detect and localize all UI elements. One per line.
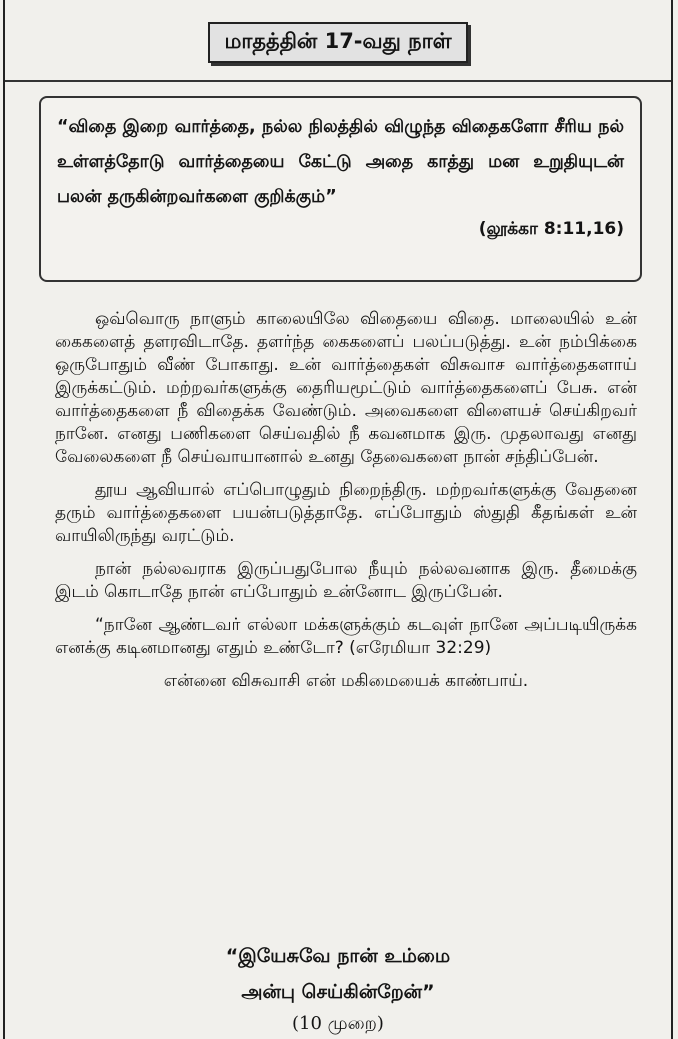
verse-text: “விதை இறை வார்த்தை, நல்ல நிலத்தில் விழுந்த விதைகளோ சீரிய நல் உள்ளத்தோடு வார்த்தையை கேட்டு அதை காத்து மன உறுதியுடன் பலன் தருகின்றவர்களை குறிக்கும்” — [57, 117, 624, 207]
paragraph-1: ஒவ்வொரு நாளும் காலையிலே விதையை விதை. மாலையில் உன் கைகளைத் தளரவிடாதே. தளர்ந்த கைகளைப் பலப்படுத்து. உன் நம்பிக்கை ஒருபோதும் வீண் போகாது. உன் வார்த்தைகள் விசுவாச வார்த்தைகளாய் இருக்கட்டும். மற்றவர்களுக்கு தைரியமூட்டும் வார்த்தைகளைப் பேசு. என் வார்த்தைகளை நீ விதைக்க வேண்டும். அவைகளை விளையச் செய்கிறவர் நானே. எனது பணிகளை செய்வதில் நீ கவனமாக இரு. முதலாவது எனது வேலைகளை நீ செய்வாயானால் உனது தேவைகளை நான் சந்திப்பேன். — [55, 309, 637, 467]
prayer-line-2: அன்பு செய்கின்றேன்” — [241, 981, 435, 1003]
page-title: மாதத்தின் 17-வது நாள் — [208, 22, 467, 63]
prayer-line-1: “இயேசுவே நான் உம்மை — [225, 945, 451, 967]
paragraph-2: தூய ஆவியால் எப்பொழுதும் நிறைந்திரு. மற்றவர்களுக்கு வேதனை தரும் வார்த்தைகளை பயன்படுத்தாதே. எப்போதும் ஸ்துதி கீதங்கள் உன் வாயிலிருந்து வரட்டும். — [55, 480, 637, 546]
repeat-count: (10 முறை) — [292, 1013, 384, 1034]
devotional-page — [3, 0, 673, 1039]
closing-prayer — [5, 938, 671, 1038]
verse-reference: (லூக்கா 8:11,16) — [478, 219, 624, 239]
paragraph-3: நான் நல்லவராக இருப்பதுபோல நீயும் நல்லவனாக இரு. தீமைக்கு இடம் கொடாதே நான் எப்போதும் உன்னோட இருப்பேன். — [55, 559, 637, 602]
verse-box — [39, 96, 642, 282]
title-area — [5, 22, 671, 63]
paragraph-4: “நானே ஆண்டவர் எல்லா மக்களுக்கும் கடவுள் நானே அப்படியிருக்க எனக்கு கடினமானது எதும் உண்டோ? (எரேமியா 32:29) — [55, 615, 637, 658]
body-text — [55, 308, 637, 703]
header-divider — [5, 80, 671, 82]
paragraph-5: என்னை விசுவாசி என் மகிமையைக் காண்பாய். — [163, 671, 529, 691]
